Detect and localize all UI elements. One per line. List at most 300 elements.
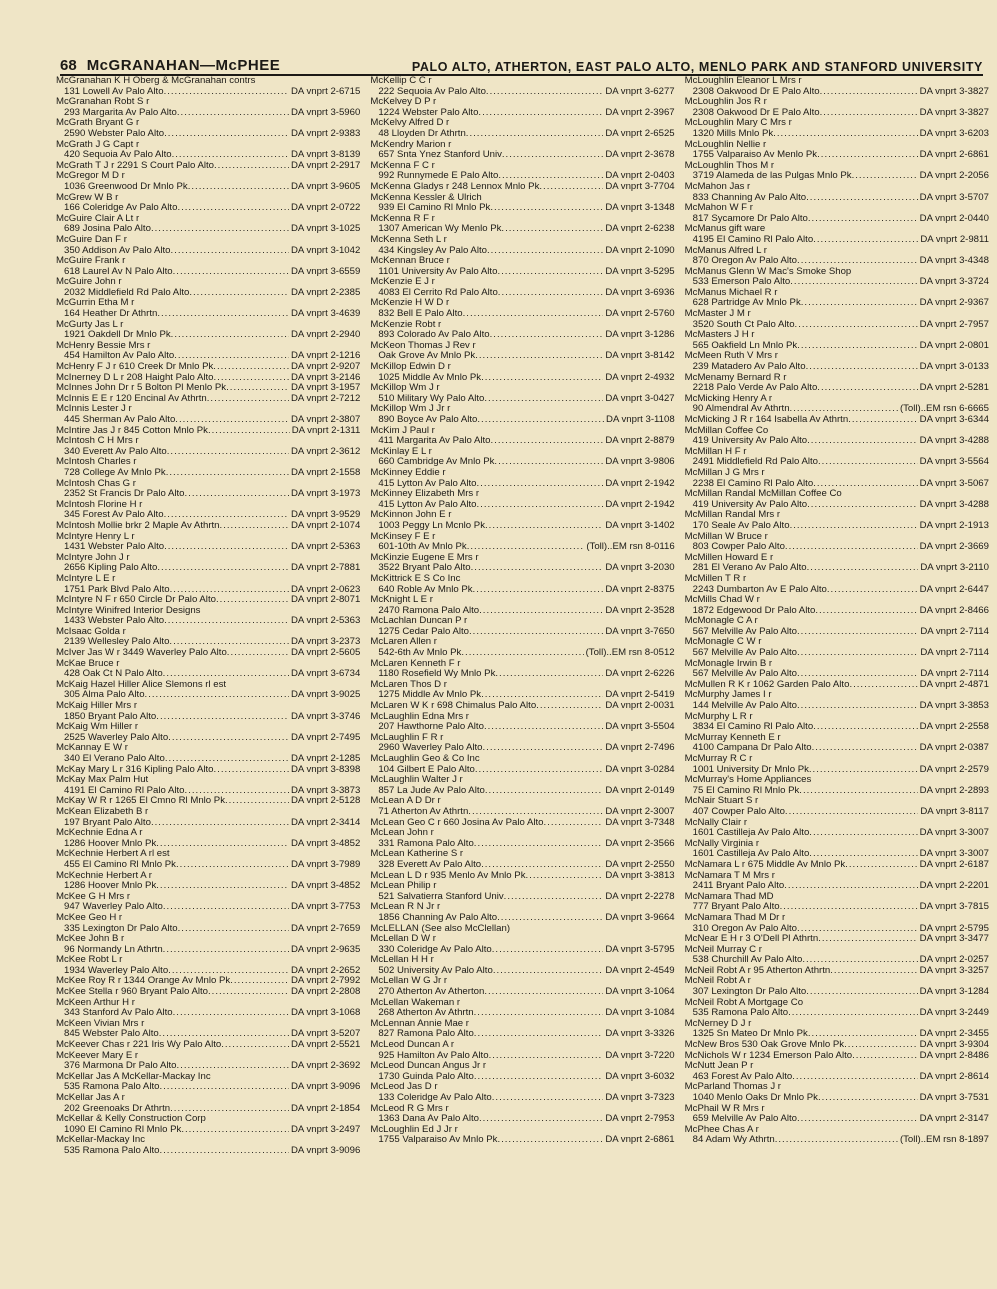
listing-name-line bbox=[685, 447, 989, 458]
listing-name-line bbox=[685, 690, 989, 701]
listing-text: McKeen Arthur H r bbox=[56, 997, 135, 1008]
dot-leader bbox=[845, 860, 917, 871]
listing-name-line bbox=[370, 754, 674, 765]
listing-address-line bbox=[370, 563, 674, 574]
dot-leader bbox=[476, 500, 603, 511]
listing-text: 331 Ramona Palo Alto bbox=[378, 838, 474, 849]
listing-text: 1872 Edgewood Dr Palo Alto bbox=[692, 605, 816, 616]
phone-number: DA vnprt 2-6187 bbox=[919, 859, 989, 870]
dot-leader bbox=[792, 1072, 917, 1083]
listing-name-line bbox=[370, 468, 674, 479]
phone-number: DA vnprt 3-5960 bbox=[290, 107, 361, 118]
phone-number: DA vnprt 2-2385 bbox=[290, 287, 361, 298]
listing-text: McKenna Seth L r bbox=[370, 234, 447, 245]
listing-text: McKinney Elizabeth Mrs r bbox=[370, 489, 480, 500]
dot-leader bbox=[156, 881, 289, 892]
listing-text: 510 Military Wy Palo Alto bbox=[378, 393, 485, 404]
dot-leader bbox=[172, 150, 289, 161]
phone-number: DA vnprt 2-3414 bbox=[290, 817, 361, 828]
dot-leader bbox=[173, 267, 289, 278]
listing-name-line bbox=[370, 818, 674, 829]
listing-name-line bbox=[370, 277, 674, 288]
dot-leader bbox=[797, 341, 917, 352]
phone-number: DA vnprt 3-4288 bbox=[919, 436, 989, 447]
phone-number: DA vnprt 2-9207 bbox=[290, 362, 361, 373]
listing-text: McLeod Jas D r bbox=[370, 1082, 438, 1093]
listing-text: 222 Sequoia Av Palo Alto bbox=[378, 86, 486, 97]
listing-name-line bbox=[56, 574, 360, 585]
phone-number: DA vnprt 3-2373 bbox=[290, 637, 361, 648]
listing-text: McLoughlin Eleanor L Mrs r bbox=[684, 76, 802, 86]
listing-name-line bbox=[56, 659, 360, 670]
phone-number: DA vnprt 2-3455 bbox=[919, 1029, 989, 1040]
phone-number: DA vnprt 3-3827 bbox=[919, 86, 989, 97]
dot-leader bbox=[167, 447, 289, 458]
column-right bbox=[685, 76, 989, 1271]
listing-address-line bbox=[56, 246, 360, 257]
phone-number: DA vnprt 2-8486 bbox=[919, 1050, 989, 1061]
listing-name-line bbox=[56, 404, 360, 415]
listing-text: McLennan Annie Mae r bbox=[370, 1018, 469, 1029]
listing-text: McLellan H H r bbox=[370, 955, 434, 966]
listing-address-line bbox=[56, 945, 360, 956]
listing-address-line bbox=[370, 373, 674, 384]
phone-number: DA vnprt 2-2808 bbox=[290, 987, 361, 998]
listing-text: 420 Sequoia Av Palo Alto bbox=[64, 150, 172, 161]
phone-number: DA vnprt 3-2497 bbox=[290, 1124, 361, 1135]
dot-leader bbox=[484, 722, 603, 733]
dot-leader bbox=[820, 108, 918, 119]
listing-name-line bbox=[370, 140, 674, 151]
dot-leader bbox=[171, 246, 289, 257]
listing-text: 992 Runnymede E Palo Alto bbox=[378, 171, 499, 182]
dot-leader bbox=[790, 404, 898, 415]
listing-text: McLean A D Dr r bbox=[370, 796, 441, 807]
listing-name-line bbox=[56, 987, 360, 998]
listing-text: McGurrin Etha M r bbox=[56, 298, 135, 309]
dot-leader bbox=[174, 351, 289, 362]
listing-address-line bbox=[56, 415, 360, 426]
listing-text: 660 Cambridge Av Mnlo Pk bbox=[378, 457, 495, 468]
phone-number: DA vnprt 2-9811 bbox=[920, 234, 989, 245]
listing-name-line bbox=[685, 224, 989, 235]
listing-name-line bbox=[685, 468, 989, 479]
listing-name-line bbox=[685, 616, 989, 627]
dot-leader bbox=[461, 648, 583, 659]
listing-name-line bbox=[685, 659, 989, 670]
listing-text: 1850 Bryant Palo Alto bbox=[64, 711, 157, 722]
listing-text: McLeod Duncan Angus Jr r bbox=[370, 1061, 487, 1072]
phone-number: DA vnprt 3-3813 bbox=[605, 870, 675, 881]
phone-number: DA vnprt 2-8614 bbox=[919, 1071, 989, 1082]
listing-name-line bbox=[56, 500, 360, 511]
dot-leader bbox=[797, 701, 918, 712]
listing-address-line bbox=[56, 669, 360, 680]
listing-text: McKae Bruce r bbox=[56, 658, 120, 669]
listing-address-line bbox=[685, 171, 989, 182]
listing-address-line bbox=[370, 436, 674, 447]
listing-address-line bbox=[56, 563, 360, 574]
listing-text: McMicking Henry A r bbox=[684, 393, 773, 404]
listing-name-line bbox=[685, 966, 989, 977]
listing-name-line bbox=[685, 945, 989, 956]
listing-name-line bbox=[56, 1019, 360, 1030]
listing-address-line bbox=[370, 1008, 674, 1019]
page-header bbox=[60, 50, 983, 76]
dot-leader bbox=[159, 1082, 289, 1093]
phone-number: DA vnprt 3-7323 bbox=[605, 1093, 675, 1103]
listing-text: 947 Waverley Palo Alto bbox=[64, 902, 163, 913]
listing-name-line bbox=[56, 1040, 360, 1051]
listing-address-line bbox=[685, 457, 989, 468]
dot-leader bbox=[164, 87, 289, 98]
listing-text: McIver Jas W r 3449 Waverley Palo Alto bbox=[56, 648, 227, 659]
listing-text: McMurphy L R r bbox=[684, 711, 753, 722]
listing-name-line bbox=[370, 976, 674, 987]
listing-address-line bbox=[56, 309, 360, 320]
listing-name-line bbox=[56, 457, 360, 468]
phone-number: DA vnprt 2-5281 bbox=[919, 383, 989, 394]
dot-leader bbox=[171, 330, 289, 341]
dot-leader bbox=[817, 383, 917, 394]
phone-number: DA vnprt 2-3692 bbox=[290, 1061, 361, 1072]
listing-text: McGrath T J r 2291 S Court Palo Alto bbox=[56, 160, 215, 171]
listing-address-line bbox=[685, 1029, 989, 1040]
phone-number: DA vnprt 2-5363 bbox=[290, 616, 361, 627]
listing-text: McLoughlin Ed J Jr r bbox=[370, 1124, 458, 1135]
listing-name-line bbox=[685, 1061, 989, 1072]
listing-text: 535 Ramona Palo Alto bbox=[64, 1145, 160, 1156]
listing-name-line bbox=[685, 351, 989, 362]
listing-name-line bbox=[370, 510, 674, 521]
listing-text: 270 Atherton Av Atherton bbox=[378, 987, 485, 998]
phone-number: DA vnprt 3-1957 bbox=[290, 383, 361, 394]
dot-leader bbox=[208, 987, 289, 998]
phone-number: DA vnprt 3-3746 bbox=[290, 711, 361, 722]
dot-leader bbox=[797, 256, 918, 267]
listing-name-line bbox=[685, 373, 989, 384]
listing-text: 1286 Hoover Mnlo Pk bbox=[64, 838, 157, 849]
listing-text: 533 Emerson Palo Alto bbox=[692, 277, 791, 288]
dot-leader bbox=[497, 267, 603, 278]
listing-text: McKellar Jas A McKellar-Mackay Inc bbox=[56, 1071, 211, 1082]
phone-number: DA vnprt 2-7992 bbox=[290, 976, 361, 987]
listing-text: 3520 South Ct Palo Alto bbox=[692, 319, 795, 330]
listing-text: 455 El Camino Rl Mnlo Pk bbox=[64, 859, 176, 870]
listing-text: 827 Ramona Palo Alto bbox=[378, 1029, 474, 1040]
listing-name-line bbox=[685, 288, 989, 299]
phone-number: DA vnprt 3-5207 bbox=[290, 1029, 361, 1040]
dot-leader bbox=[501, 224, 603, 235]
dot-leader bbox=[504, 892, 604, 903]
listing-text: 803 Cowper Palo Alto bbox=[692, 542, 785, 553]
listing-text: McKellar-Mackay Inc bbox=[56, 1135, 146, 1146]
phone-number: (Toll)..EM rsn 8-0512 bbox=[585, 648, 675, 659]
listing-text: McNamara T M Mrs r bbox=[684, 870, 775, 881]
phone-number: DA vnprt 3-4288 bbox=[919, 499, 989, 510]
listing-text: 207 Hawthorne Palo Alto bbox=[378, 722, 484, 733]
dot-leader bbox=[807, 563, 919, 574]
listing-address-line bbox=[685, 648, 989, 659]
listing-name-line bbox=[370, 934, 674, 945]
listing-name-line bbox=[685, 394, 989, 405]
dot-leader bbox=[785, 807, 918, 818]
listing-text: McInerney D L r 208 Haight Palo Alto bbox=[56, 372, 214, 383]
listing-address-line bbox=[685, 341, 989, 352]
listing-name-line bbox=[685, 97, 989, 108]
listing-text: McNear E H r 3 O'Dell Pl Athrtn bbox=[684, 934, 819, 945]
listing-text: 2243 Dumbarton Av E Palo Alto bbox=[692, 584, 827, 595]
listing-address-line bbox=[685, 1135, 989, 1146]
listing-name-line bbox=[370, 616, 674, 627]
listing-text: McMillan H F r bbox=[684, 446, 747, 457]
phone-number: DA vnprt 3-9529 bbox=[290, 510, 361, 521]
listing-text: McKellar Jas A r bbox=[56, 1093, 125, 1103]
listing-name-line bbox=[685, 246, 989, 257]
dot-leader bbox=[479, 1114, 603, 1125]
listing-text: 640 Roble Av Mnlo Pk bbox=[378, 584, 473, 595]
dot-leader bbox=[497, 913, 603, 924]
listing-text: 1036 Greenwood Dr Mnlo Pk bbox=[64, 181, 188, 192]
dot-leader bbox=[497, 1135, 603, 1146]
listing-text: McKim J Paul r bbox=[370, 425, 435, 436]
listing-address-line bbox=[370, 521, 674, 532]
listing-name-line bbox=[56, 955, 360, 966]
listing-text: 419 University Av Palo Alto bbox=[692, 499, 808, 510]
listing-address-line bbox=[56, 87, 360, 98]
dot-leader bbox=[490, 203, 603, 214]
phone-number: DA vnprt 2-2579 bbox=[919, 764, 989, 775]
listing-text: McKay Max Palm Hut bbox=[56, 775, 149, 786]
listing-name-line bbox=[685, 574, 989, 585]
phone-number: DA vnprt 3-1084 bbox=[605, 1008, 675, 1019]
listing-name-line bbox=[56, 934, 360, 945]
listing-text: McKelvy Alfred D r bbox=[370, 118, 450, 129]
listing-name-line bbox=[370, 659, 674, 670]
dot-leader bbox=[213, 362, 289, 373]
phone-number: DA vnprt 3-0284 bbox=[605, 764, 675, 775]
listing-name-line bbox=[56, 277, 360, 288]
listing-name-line bbox=[370, 1061, 674, 1072]
listing-address-line bbox=[685, 256, 989, 267]
listing-text: 281 El Verano Av Palo Alto bbox=[692, 563, 807, 574]
listing-name-line bbox=[56, 828, 360, 839]
listing-text: 1755 Valparaiso Av Menlo Pk bbox=[692, 150, 818, 161]
listing-text: McMillan Coffee Co bbox=[684, 425, 769, 436]
listing-text: McLELLAN (See also McClellan) bbox=[370, 923, 511, 934]
listing-text: 419 University Av Palo Alto bbox=[692, 436, 808, 447]
phone-number: DA vnprt 3-5707 bbox=[919, 192, 989, 203]
dot-leader bbox=[487, 246, 603, 257]
dot-leader bbox=[177, 108, 289, 119]
phone-number: DA vnprt 3-4852 bbox=[290, 881, 361, 892]
listing-name-line bbox=[370, 849, 674, 860]
listing-text: 601-10th Av Mnlo Pk bbox=[378, 542, 467, 553]
listing-text: McKay Mary L r 316 Kipling Palo Alto bbox=[56, 764, 214, 775]
listing-text: McMurray Kenneth E r bbox=[684, 732, 781, 743]
listing-text: McIntosh C H Mrs r bbox=[56, 436, 139, 447]
phone-number: DA vnprt 2-4549 bbox=[605, 965, 675, 976]
listing-text: 350 Addison Av Palo Alto bbox=[64, 245, 171, 256]
dot-leader bbox=[808, 1029, 918, 1040]
phone-number: DA vnprt 2-1913 bbox=[919, 520, 989, 531]
dot-leader bbox=[471, 563, 604, 574]
phone-number: DA vnprt 2-7881 bbox=[290, 563, 361, 574]
phone-number: DA vnprt 2-9383 bbox=[290, 128, 361, 139]
dot-leader bbox=[189, 288, 289, 299]
listing-text: 2308 Oakwood Dr E Palo Alto bbox=[692, 107, 820, 118]
listing-text: 2032 Middlefield Rd Palo Alto bbox=[64, 287, 190, 298]
listing-text: McLaren W K r 698 Chimalus Palo Alto bbox=[370, 701, 537, 712]
dot-leader bbox=[484, 394, 603, 405]
listing-address-line bbox=[370, 1114, 674, 1125]
listing-name-line bbox=[56, 383, 360, 394]
phone-number: DA vnprt 2-8466 bbox=[919, 605, 989, 616]
listing-text: McKellar & Kelly Construction Corp bbox=[56, 1114, 206, 1125]
dot-leader bbox=[478, 108, 603, 119]
listing-text: 1101 University Av Palo Alto bbox=[378, 266, 498, 277]
listing-text: 1180 Rosefield Wy Mnlo Pk bbox=[378, 669, 496, 680]
listing-name-line bbox=[685, 1104, 989, 1115]
listing-name-line bbox=[56, 373, 360, 384]
listing-text: 689 Josina Palo Alto bbox=[64, 224, 151, 235]
listing-name-line bbox=[56, 1051, 360, 1062]
listing-text: 104 Gilbert E Palo Alto bbox=[378, 764, 475, 775]
listing-address-line bbox=[56, 1061, 360, 1072]
dot-leader bbox=[790, 277, 917, 288]
listing-text: 239 Matadero Av Palo Alto bbox=[692, 362, 806, 373]
phone-number: DA vnprt 3-5564 bbox=[919, 457, 989, 468]
listing-name-line bbox=[370, 796, 674, 807]
listing-text: McKittrick E S Co Inc bbox=[370, 573, 461, 584]
phone-number: DA vnprt 3-1402 bbox=[605, 520, 675, 531]
listing-text: McParland Thomas J r bbox=[684, 1082, 781, 1093]
listing-address-line bbox=[685, 765, 989, 776]
listing-name-line bbox=[685, 754, 989, 765]
listing-text: McKannay E W r bbox=[56, 743, 128, 754]
phone-number: DA vnprt 3-6559 bbox=[290, 266, 361, 277]
listing-name-line bbox=[370, 712, 674, 723]
listing-text: 75 El Camino Rl Mnlo Pk bbox=[692, 785, 800, 796]
listing-address-line bbox=[56, 1082, 360, 1093]
listing-name-line bbox=[56, 775, 360, 786]
listing-text: McMillan W Bruce r bbox=[684, 531, 768, 542]
listing-text: 415 Lytton Av Palo Alto bbox=[378, 499, 477, 510]
phone-number: DA vnprt 3-5295 bbox=[605, 266, 675, 277]
dot-leader bbox=[806, 987, 917, 998]
listing-text: 1755 Valparaiso Av Mnlo Pk bbox=[378, 1135, 498, 1146]
listing-text: 845 Webster Palo Alto bbox=[64, 1029, 159, 1040]
listing-address-line bbox=[56, 267, 360, 278]
listing-address-line bbox=[685, 669, 989, 680]
listing-name-line bbox=[370, 161, 674, 172]
listing-address-line bbox=[685, 1093, 989, 1104]
listing-name-line bbox=[685, 182, 989, 193]
dot-leader bbox=[807, 436, 918, 447]
phone-number: DA vnprt 2-8375 bbox=[605, 584, 675, 595]
listing-text: McLean Katherine S r bbox=[370, 849, 464, 860]
listing-address-line bbox=[56, 224, 360, 235]
listing-address-line bbox=[370, 892, 674, 903]
listing-name-line bbox=[685, 267, 989, 278]
listing-text: McManus Glenn W Mac's Smoke Shop bbox=[684, 266, 852, 277]
listing-text: 328 Everett Av Palo Alto bbox=[378, 859, 482, 870]
listing-text: McIntire Jas J r 845 Cotton Mnlo Pk bbox=[56, 425, 208, 436]
listing-address-line bbox=[56, 616, 360, 627]
listing-name-line bbox=[370, 1104, 674, 1115]
listing-address-line bbox=[685, 955, 989, 966]
listing-address-line bbox=[370, 394, 674, 405]
listing-text: McNeil Robt A r bbox=[684, 976, 751, 987]
dot-leader bbox=[818, 1093, 918, 1104]
listing-address-line bbox=[370, 585, 674, 596]
listing-text: McKelvey D P r bbox=[370, 97, 437, 108]
listing-address-line bbox=[370, 913, 674, 924]
listing-text: McNair Stuart S r bbox=[684, 796, 759, 807]
listing-address-line bbox=[685, 881, 989, 892]
listing-text: McKendry Marion r bbox=[370, 139, 452, 150]
dot-leader bbox=[498, 171, 603, 182]
listing-address-line bbox=[56, 1008, 360, 1019]
listing-name-line bbox=[56, 214, 360, 225]
listing-address-line bbox=[56, 818, 360, 829]
listing-address-line bbox=[685, 987, 989, 998]
listing-name-line bbox=[370, 447, 674, 458]
listing-address-line bbox=[685, 701, 989, 712]
listing-name-line bbox=[56, 256, 360, 267]
listing-text: McMeen Ruth V Mrs r bbox=[684, 351, 778, 362]
listing-text: 1001 University Dr Mnlo Pk bbox=[692, 764, 809, 775]
dot-leader bbox=[797, 648, 918, 659]
phone-number: DA vnprt 3-9025 bbox=[290, 690, 361, 701]
listing-text: McMillen T R r bbox=[684, 573, 747, 584]
phone-number: DA vnprt 2-5605 bbox=[290, 648, 361, 659]
phone-number: DA vnprt 2-7114 bbox=[920, 669, 989, 680]
dot-leader bbox=[848, 415, 917, 426]
listing-text: 567 Melville Av Palo Alto bbox=[692, 626, 798, 637]
phone-number: DA vnprt 3-7348 bbox=[605, 817, 675, 828]
listing-text: McIntosh Florine H r bbox=[56, 499, 143, 510]
dot-leader bbox=[475, 765, 603, 776]
listing-name-line bbox=[370, 404, 674, 415]
phone-number: DA vnprt 2-0403 bbox=[605, 171, 675, 182]
dot-leader bbox=[466, 129, 604, 140]
listing-text: McNeil Robt A r 95 Atherton Athrtn bbox=[684, 965, 831, 976]
phone-number: DA vnprt 2-7114 bbox=[920, 626, 989, 637]
listing-address-line bbox=[56, 1029, 360, 1040]
listing-text: 170 Seale Av Palo Alto bbox=[692, 520, 790, 531]
listing-text: 1856 Channing Av Palo Alto bbox=[378, 912, 498, 923]
directory-columns bbox=[56, 76, 989, 1271]
listing-address-line bbox=[370, 743, 674, 754]
listing-text: McKeever Chas r 221 Iris Wy Palo Alto bbox=[56, 1040, 222, 1051]
phone-number: DA vnprt 3-3873 bbox=[290, 785, 361, 796]
listing-text: 777 Bryant Palo Alto bbox=[692, 902, 780, 913]
listing-address-line bbox=[370, 1051, 674, 1062]
listing-text: McMasters J H r bbox=[684, 330, 755, 341]
dot-leader bbox=[157, 309, 289, 320]
dot-leader bbox=[477, 415, 604, 426]
dot-leader bbox=[177, 1061, 289, 1072]
listing-text: McKeen Vivian Mrs r bbox=[56, 1018, 145, 1029]
listing-text: 925 Hamilton Av Palo Alto bbox=[378, 1050, 489, 1061]
phone-number: DA vnprt 2-4871 bbox=[919, 679, 989, 690]
dot-leader bbox=[797, 924, 918, 935]
phone-number: DA vnprt 2-0801 bbox=[919, 340, 989, 351]
listing-name-line bbox=[685, 118, 989, 129]
listing-text: McGuire Clair A Lt r bbox=[56, 213, 140, 224]
listing-text: 3522 Bryant Palo Alto bbox=[378, 563, 471, 574]
